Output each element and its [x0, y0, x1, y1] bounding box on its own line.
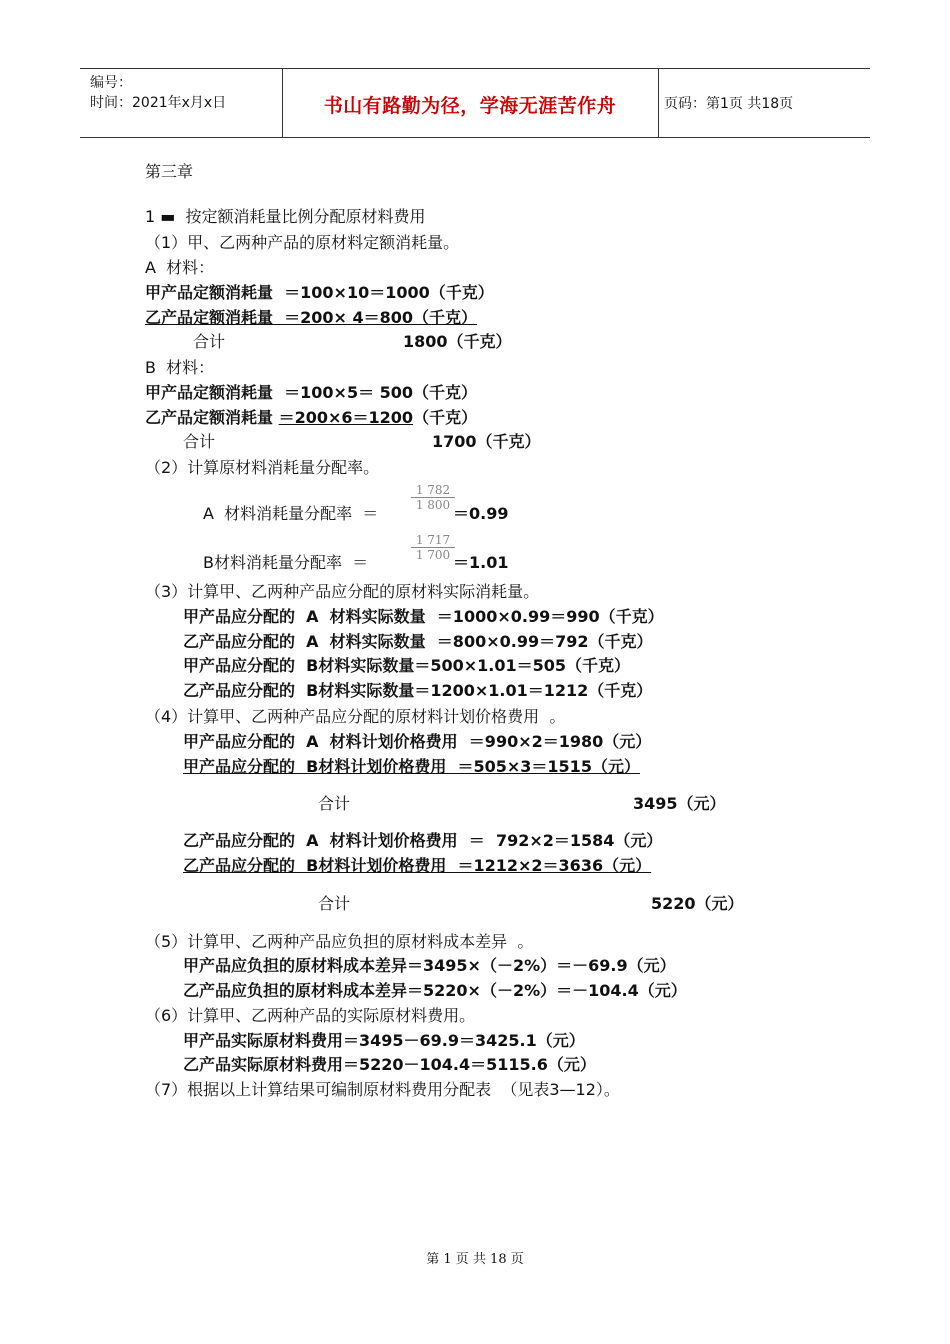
fraction — [411, 533, 455, 562]
header-divider — [658, 69, 659, 137]
material-label: A 材料： — [145, 258, 215, 277]
calc-line — [145, 408, 477, 428]
step-heading: （6）计算甲、乙两种产品的实际原材料费用。 — [145, 1006, 476, 1025]
step-heading: （3）计算甲、乙两种产品应分配的原材料实际消耗量。 — [145, 582, 540, 601]
calc-line: 乙产品实际原材料费用＝5220－104.4＝5115.6（元） — [183, 1055, 596, 1074]
calc-line: 甲产品应分配的 A 材料实际数量 ＝1000×0.99＝990（千克） — [183, 607, 664, 626]
fraction-denominator: 1 800 — [415, 498, 451, 512]
rate-label: A 材料消耗量分配率 ＝ — [203, 504, 379, 523]
step-heading: （2）计算原材料消耗量分配率。 — [145, 458, 380, 477]
fraction — [411, 483, 455, 512]
calc-line: 甲产品应分配的 B材料实际数量＝500×1.01＝505（千克） — [183, 656, 631, 675]
number-label: 编号： — [90, 75, 132, 91]
total-value: 1700（千克） — [432, 432, 541, 451]
calc-line: 乙产品应负担的原材料成本差异＝5220×（－2%）＝－104.4（元） — [183, 981, 687, 1000]
total-value: 1800（千克） — [403, 332, 512, 351]
calc-line: 甲产品应负担的原材料成本差异＝3495×（－2%）＝－69.9（元） — [183, 956, 676, 975]
section-heading: 1 ▬ 按定额消耗量比例分配原材料费用 — [145, 207, 426, 226]
calc-line: 甲产品实际原材料费用＝3495－69.9＝3425.1（元） — [183, 1031, 585, 1050]
page-header — [80, 68, 870, 138]
total-label: 合计 — [193, 332, 226, 351]
time-label: 时间：2021年x月x日 — [90, 95, 227, 111]
step-heading: （5）计算甲、乙两种产品应负担的原材料成本差异 。 — [145, 932, 534, 951]
page-indicator: 页码：第1页 共18页 — [664, 96, 794, 112]
calc-line: 甲产品应分配的 B材料计划价格费用 ＝505×3＝1515（元） — [183, 757, 640, 776]
header-meta — [90, 73, 226, 113]
step-heading: （1）甲、乙两种产品的原材料定额消耗量。 — [145, 233, 460, 252]
rate-value: ＝1.01 — [453, 553, 509, 572]
calc-line: 乙产品应分配的 B材料计划价格费用 ＝1212×2＝3636（元） — [183, 856, 652, 875]
page-footer: 第 1 页 共 18 页 — [426, 1252, 524, 1267]
total-label: 合计 — [318, 794, 351, 813]
material-label: B 材料： — [145, 358, 215, 377]
step-heading: （4）计算甲、乙两种产品应分配的原材料计划价格费用 。 — [145, 707, 566, 726]
step-heading: （7）根据以上计算结果可编制原材料费用分配表 （见表3—12）。 — [145, 1080, 620, 1099]
total-label: 合计 — [183, 432, 216, 451]
rate-value: ＝0.99 — [453, 504, 509, 523]
calc-line-unit: （千克） — [413, 408, 478, 427]
fraction-numerator: 1 717 — [411, 533, 455, 548]
total-label: 合计 — [318, 894, 351, 913]
chapter-title: 第三章 — [145, 162, 194, 181]
calc-line: 乙产品定额消耗量 ＝200× 4＝800（千克） — [145, 308, 478, 327]
calc-line-formula: ＝200×6＝1200 — [278, 408, 414, 427]
fraction-denominator: 1 700 — [415, 548, 451, 562]
calc-line: 甲产品定额消耗量 ＝100×10＝1000（千克） — [145, 283, 494, 302]
calc-line: 乙产品应分配的 A 材料计划价格费用 ＝ 792×2＝1584（元） — [183, 831, 663, 850]
motto: 书山有路勤为径，学海无涯苦作舟 — [323, 95, 617, 117]
calc-line: 乙产品应分配的 A 材料实际数量 ＝800×0.99＝792（千克） — [183, 632, 653, 651]
calc-line: 甲产品应分配的 A 材料计划价格费用 ＝990×2＝1980（元） — [183, 732, 652, 751]
calc-line: 乙产品应分配的 B材料实际数量＝1200×1.01＝1212（千克） — [183, 681, 653, 700]
rate-label: B材料消耗量分配率 ＝ — [203, 553, 369, 572]
total-value: 3495（元） — [633, 794, 726, 813]
calc-line-label: 乙产品定额消耗量 — [145, 408, 279, 427]
total-value: 5220（元） — [651, 894, 744, 913]
fraction-numerator: 1 782 — [411, 483, 455, 498]
calc-line: 甲产品定额消耗量 ＝100×5＝ 500（千克） — [145, 383, 478, 402]
header-divider — [282, 69, 283, 137]
